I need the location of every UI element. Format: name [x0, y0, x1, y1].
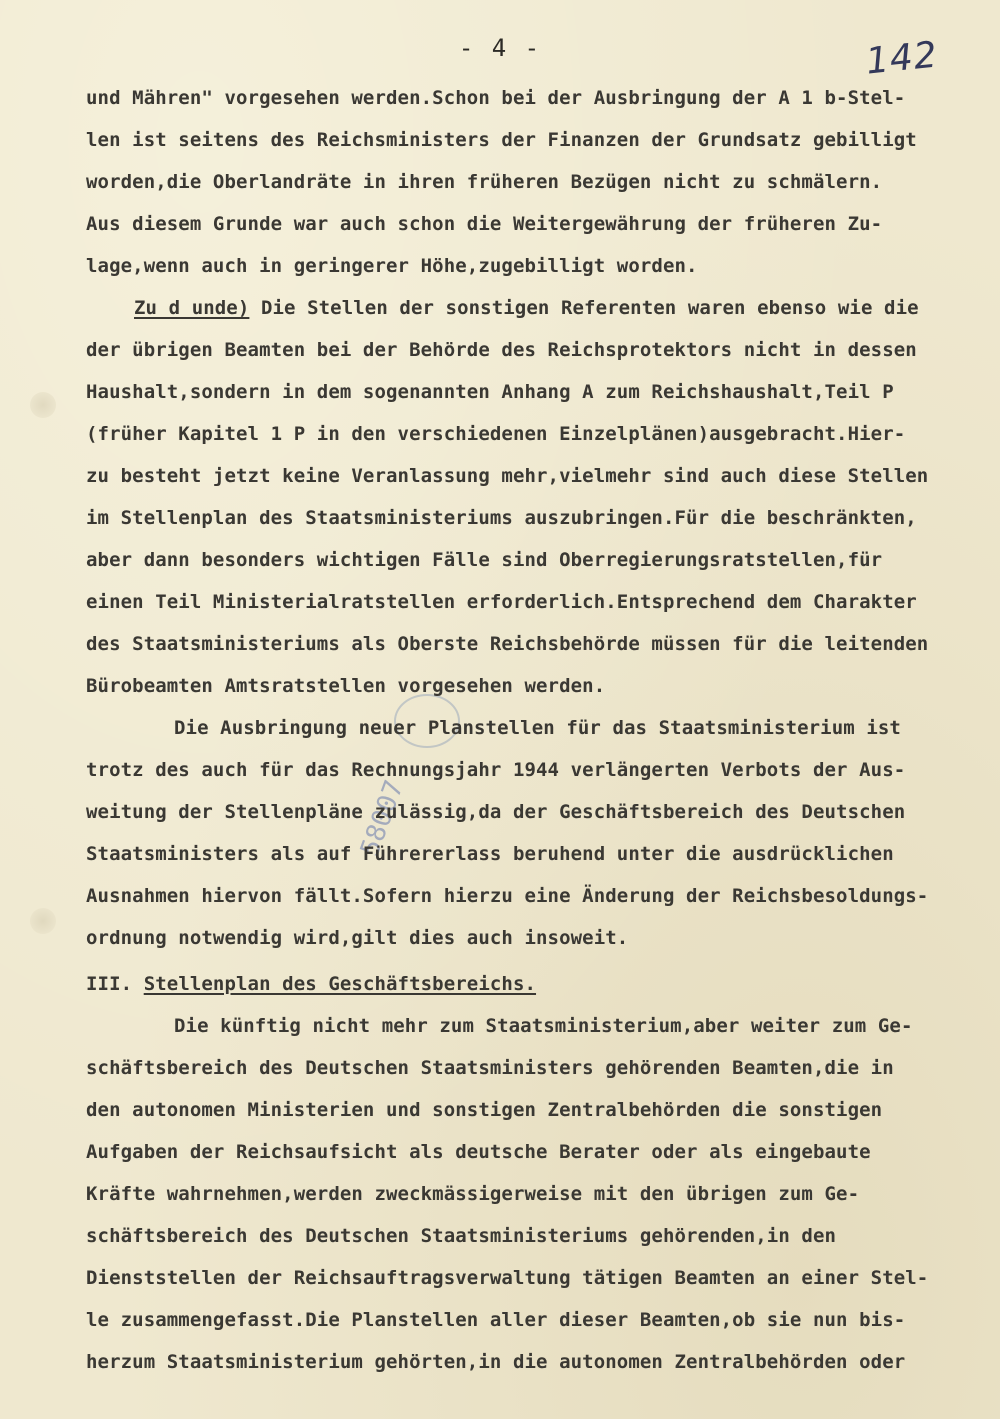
- section-heading: III. Stellenplan des Geschäftsbereichs.: [86, 973, 537, 995]
- text-line: des Staatsministeriums als Oberste Reichsbehörde müssen für die leitenden: [86, 633, 929, 655]
- text-line: ordnung notwendig wird,gilt dies auch insoweit.: [86, 927, 629, 949]
- text-line: schäftsbereich des Deutschen Staatsministeriums gehörenden,in den: [86, 1225, 837, 1247]
- text-line: den autonomen Ministerien und sonstigen Zentralbehörden die sonstigen: [86, 1099, 883, 1121]
- text-line: einen Teil Ministerialratstellen erforderlich.Entsprechend dem Charakter: [86, 591, 917, 613]
- text-line: worden,die Oberlandräte in ihren früheren Bezügen nicht zu schmälern.: [86, 171, 883, 193]
- text-line: Kräfte wahrnehmen,werden zweckmässigerweise mit den übrigen zum Ge-: [86, 1183, 860, 1205]
- text-line: trotz des auch für das Rechnungsjahr 1944 verlängerten Verbots der Aus-: [86, 759, 906, 781]
- text-line: schäftsbereich des Deutschen Staatsministers gehörenden Beamten,die in: [86, 1057, 894, 1079]
- text-line: und Mähren" vorgesehen werden.Schon bei der Ausbringung der A 1 b-Stel-: [86, 87, 906, 109]
- punch-hole: [30, 392, 56, 418]
- archive-stamp-number: 58007: [355, 776, 410, 861]
- text-line: Die Ausbringung neuer Planstellen für das Staatsministerium ist: [174, 717, 901, 739]
- text-line: herzum Staatsministerium gehörten,in die autonomen Zentralbehörden oder: [86, 1351, 906, 1373]
- text-line: Die künftig nicht mehr zum Staatsministerium,aber weiter zum Ge-: [174, 1015, 913, 1037]
- text-line: lage,wenn auch in geringerer Höhe,zugebilligt worden.: [86, 255, 698, 277]
- text-line: Staatsministers als auf Führererlass beruhend unter die ausdrücklichen: [86, 843, 894, 865]
- text-line: Ausnahmen hiervon fällt.Sofern hierzu eine Änderung der Reichsbesoldungs-: [86, 885, 929, 907]
- text-line: len ist seitens des Reichsministers der Finanzen der Grundsatz gebilligt: [86, 129, 917, 151]
- text-line: Haushalt,sondern in dem sogenannten Anhang A zum Reichshaushalt,Teil P: [86, 381, 894, 403]
- text-line: im Stellenplan des Staatsministeriums auszubringen.Für die beschränkten,: [86, 507, 917, 529]
- punch-hole: [30, 908, 56, 934]
- section-label-d-e: Zu d unde): [134, 297, 250, 319]
- page-number: - 4 -: [458, 34, 542, 62]
- text-line: Aus diesem Grunde war auch schon die Weitergewährung der früheren Zu-: [86, 213, 883, 235]
- text-line: zu besteht jetzt keine Veranlassung mehr,vielmehr sind auch diese Stellen: [86, 465, 929, 487]
- text-line: Bürobeamten Amtsratstellen vorgesehen werden.: [86, 675, 606, 697]
- section-numeral: III.: [86, 973, 133, 995]
- text-line: aber dann besonders wichtigen Fälle sind Oberregierungsratstellen,für: [86, 549, 883, 571]
- text-line: (früher Kapitel 1 P in den verschiedenen Einzelplänen)ausgebracht.Hier-: [86, 423, 906, 445]
- text-line: weitung der Stellenpläne zulässig,da der Geschäftsbereich des Deutschen: [86, 801, 906, 823]
- handwritten-folio-number: 142: [864, 34, 940, 83]
- text-line: le zusammengefasst.Die Planstellen aller dieser Beamten,ob sie nun bis-: [86, 1309, 906, 1331]
- text-line: Aufgaben der Reichsaufsicht als deutsche Berater oder als eingebaute: [86, 1141, 871, 1163]
- text-line: Dienststellen der Reichsauftragsverwaltung tätigen Beamten an einer Stel-: [86, 1267, 929, 1289]
- text-line: Zu d unde) Die Stellen der sonstigen Referenten waren ebenso wie die: [134, 297, 919, 319]
- text-line: der übrigen Beamten bei der Behörde des Reichsprotektors nicht in dessen: [86, 339, 917, 361]
